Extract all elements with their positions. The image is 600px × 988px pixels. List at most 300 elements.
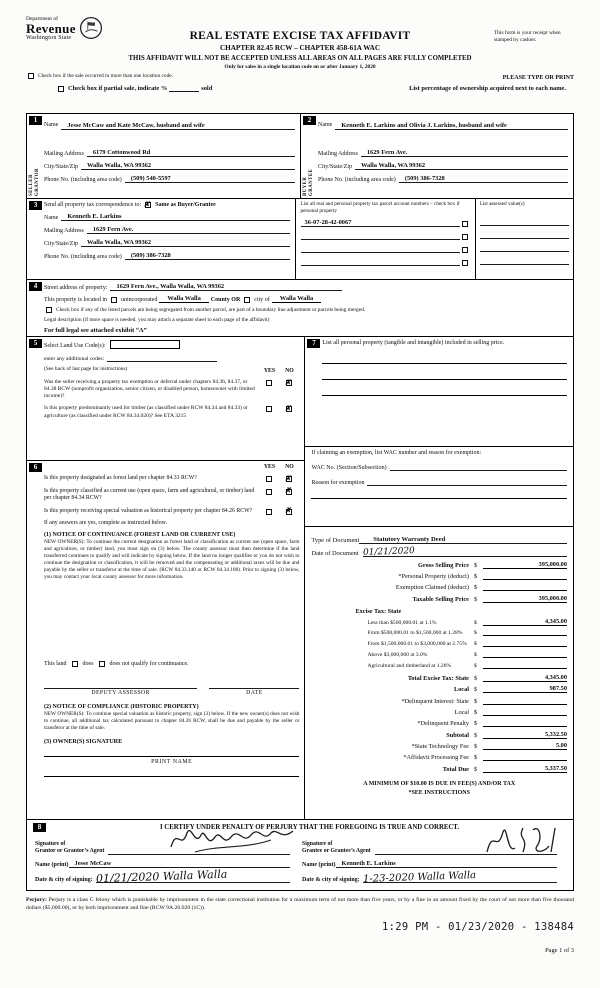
county-name-field[interactable]: Walla Walla [159,295,208,303]
affidavit-processing-fee-value[interactable] [483,753,567,761]
segregated-label: Check box if any of the listed parcels are being segregated from another parcel, are part of a boundary line adjustment or parcels being merged. [56,307,366,313]
grantee-name-field[interactable]: Kenneth E. Larkins [336,860,558,868]
correspondence-section-number: 3 [29,201,42,210]
doc-type-field[interactable]: Statutory Warranty Deed [359,536,567,544]
grantor-signature-label [35,841,104,855]
current-use-yes-checkbox[interactable] [266,489,272,495]
yes-no-header-6 [44,464,299,470]
correspondence-name-label: Name [44,215,59,221]
delinquent-penalty-label: *Delinquent Penalty [417,720,469,728]
deputy-assessor-signature-line[interactable] [44,681,197,689]
receipt-note: This form is your receipt when stamped by cashier. [494,30,561,44]
city-checkbox[interactable] [244,297,250,303]
buyer-phone-label: Phone No. (including area code) [318,177,396,183]
buyer-csz-label: City/State/Zip [318,164,352,170]
assessor-blank-space [44,581,299,661]
tier-2-row [311,628,567,636]
grantor-name-print-label: Name (print) [35,862,69,869]
assessed-1-field[interactable] [480,218,569,226]
seller-side-word: SELLER [28,174,34,196]
parcel-row-2 [301,232,470,240]
logo-revenue: Revenue [26,21,76,36]
deputy-assessor-lines [44,681,299,689]
see-instructions-text: *SEE INSTRUCTIONS [408,789,470,796]
grantor-date-city-handwriting: 01/21/2020 Walla Walla [95,868,228,886]
tier-2-label: From $500,000.01 to $1,500,000 at 1.28% [367,630,463,637]
land-use-section-number: 5 [29,339,42,348]
city-name-field[interactable]: Walla Walla [272,295,321,303]
timber-question-row [44,405,299,419]
doc-date-label: Date of Document [311,550,359,558]
please-type-label: PLEASE TYPE OR PRINT [502,75,574,81]
correspondence-phone-row [44,252,290,260]
correspondence-name-field[interactable]: Kenneth E. Larkins [61,213,289,221]
parcel-numbers-column [295,199,475,279]
grantor-sig-of: Signature of [35,841,66,847]
local-tax-row [311,685,567,693]
partial-sale-checkbox[interactable] [58,86,64,92]
grantee-sig-of: Signature of [302,841,333,847]
dollar-sign: $ [473,641,477,648]
gross-selling-price-value[interactable]: 395,000.00 [483,561,567,569]
exemption-section [305,447,573,527]
personal-property-section [305,337,573,447]
subtotal-value[interactable]: 5,332.50 [483,731,567,739]
send-correspondence-label: Send all property tax correspondence to: [44,202,142,208]
assessed-3-field[interactable] [480,244,569,252]
forest-no-checkbox[interactable] [286,476,292,482]
personal-property-line-1[interactable] [322,363,567,364]
seller-name-row [44,122,295,144]
tier-3-row [311,639,567,647]
parcel-4-personal-checkbox[interactable] [462,260,468,266]
personal-property-line-3[interactable] [322,395,567,396]
doc-type-label: Type of Document [311,537,360,544]
grantor-agent-label: Grantor or Grantor’s Agent [35,848,105,855]
deputy-assessor-label: DEPUTY ASSESSOR [91,690,150,697]
doc-type-row [311,536,567,544]
date-city-row [33,868,567,886]
historic-question-text: Is this property receiving special valuation as historical property per chapter 84.26 RCW? [44,507,253,514]
print-name-label: PRINT NAME [151,758,193,765]
see-back-row [44,366,299,374]
buyer-phone-field[interactable]: (509) 386-7328 [399,175,568,183]
exemption-yes-checkbox[interactable] [266,380,272,386]
taxable-selling-price-label: Taxable Selling Price [412,595,469,603]
historic-yes-checkbox[interactable] [266,509,272,515]
seller-csz-row [44,162,295,170]
unincorporated-label: unincorporated [121,297,158,303]
tier-1-value[interactable]: 4,345.00 [483,618,567,626]
correspondence-csz-label: City/State/Zip [44,241,78,247]
land-use-code-input[interactable] [110,340,180,349]
exemption-question-text: Was the seller receiving a property tax exemption or deferral under chapters 84.36, 84.37, or 84.38 RCW (nonprofit organization, senior citizen, or disabled person, homeowner with limited income)? [44,379,255,400]
buyer-name-row [318,122,568,144]
local-tax-label: Local [453,686,469,694]
seller-csz-field[interactable]: Walla Walla, WA 99362 [81,162,295,170]
no-header-label: NO [285,368,294,374]
buyer-section [300,114,573,198]
street-address-field[interactable]: 1629 Fern Ave., Walla Walla, WA 99362 [110,283,342,291]
buyer-csz-row [318,162,568,170]
form-header [26,14,574,110]
grantee-name-block [300,860,567,868]
segregated-checkbox[interactable] [46,307,52,313]
seller-phone-label: Phone No. (including area code) [44,177,122,183]
buyer-phone-row [318,175,568,183]
additional-codes-row [44,354,299,362]
signature-row [33,841,567,855]
legal-description-label: Legal description (if more space is needed, you may attach a separate sheet to each page of the affidavit) [44,317,270,324]
personal-property-line-2[interactable] [322,379,567,380]
local-tax-value[interactable]: 987.50 [483,685,567,693]
state-technology-fee-row [311,742,567,750]
partial-sale-row [26,85,574,92]
correspondence-phone-field[interactable]: (509) 386-7328 [125,252,290,260]
certification-section-number: 8 [33,823,46,832]
assessed-2-field[interactable] [480,231,569,239]
grantee-date-city-block [300,870,567,886]
additional-codes-input[interactable] [107,354,217,362]
street-address-label: Street address of property: [44,285,108,291]
page-number: Page 1 of 3 [545,947,574,955]
delinquent-interest-state-row [311,697,567,705]
tier-4-value[interactable] [483,650,567,658]
land-use-section [27,337,304,461]
classification-section-number: 6 [29,463,42,472]
partial-sale-sold-label: sold [201,85,213,92]
delinquent-interest-state-value[interactable] [483,697,567,705]
assessed-row-3 [480,244,569,252]
grantee-name-print-label: Name (print) [302,862,336,869]
reason-label: Reason for exemption [311,480,365,486]
personal-property-deduct-label: *Personal Property (deduct) [398,572,469,580]
dollar-sign: $ [473,662,477,669]
notice-continuance-body: NEW OWNER(S): To continue the current designation as forest land or classification as current use (open space, farm and agriculture, or timber) land, you must sign on (3) below. The county assessor must then determine if the land transferred continues to qualify and will indicate by signing below. If the land no longer qualifies or you do not wish to continue the designation or classification, it will be removed and the compensating or additional taxes will be due and payable by the seller or transferor at the time of sale. (RCW 84.33.140 or RCW 84.34.108). Prior to signing (3) below, you may contact your local county assessor for more information. [44,539,300,581]
correspondence-address-field[interactable]: 1629 Fern Ave. [87,226,290,234]
see-back-label: (See back of last page for instructions) [44,366,128,372]
county-or-label: County OR [210,297,241,303]
delinquent-interest-local-value[interactable] [483,708,567,716]
no-header-label-6: NO [285,464,294,470]
correspondence-address-label: Mailing Address [44,228,84,234]
parties-section [26,113,574,199]
minimum-fee-note [311,780,567,798]
grantor-side-word: GRANTOR [35,168,40,196]
personal-property-deduct-value[interactable] [483,572,567,580]
taxable-selling-price-row [311,595,567,603]
chapter-line: CHAPTER 82.45 RCW – CHAPTER 458-61A WAC [219,44,381,52]
main-left-column [27,337,305,819]
grantee-signature-line[interactable] [375,847,557,855]
dor-emblem-icon [79,16,103,40]
exemption-no-checkbox[interactable] [286,380,292,386]
perjury-paragraph [26,897,574,912]
parcel-1-field[interactable]: 36-07-28-42-0067 [301,219,460,227]
dollar-sign: $ [473,765,478,773]
state-technology-fee-value[interactable]: 5.00 [483,742,567,750]
partial-sale-label: Check box if partial sale, indicate % [68,85,168,92]
timber-yes-checkbox[interactable] [266,406,272,412]
buyer-address-field[interactable]: 1629 Fern Ave. [361,149,568,157]
parcel-1-personal-checkbox[interactable] [462,221,468,227]
seller-name-field[interactable]: Jesse McCaw and Kate McCaw, husband and wife [61,122,295,130]
forest-land-question-row [44,475,299,483]
forest-yes-checkbox[interactable] [266,476,272,482]
yes-header-label: YES [263,368,276,374]
subtotal-row [311,731,567,739]
personal-property-section-number: 7 [307,339,320,348]
dollar-sign: $ [473,674,478,682]
dollar-sign: $ [473,743,478,751]
correspondence-name-row [44,213,290,221]
buyer-side-word: BUYER [302,176,308,196]
timber-no-checkbox[interactable] [286,406,292,412]
personal-property-deduct-row [311,572,567,580]
subtotal-label: Subtotal [446,731,469,739]
correspondence-phone-label: Phone No. (including area code) [44,254,122,260]
dollar-sign: $ [473,720,478,728]
correspondence-csz-field[interactable]: Walla Walla, WA 99362 [81,239,290,247]
assessed-values-header: List assessed value(s) [479,201,525,207]
does-qualify-checkbox[interactable] [72,661,78,667]
exemption-claimed-value[interactable] [483,583,567,591]
exemption-claimed-row [311,583,567,591]
grantor-name-block [33,860,300,868]
logo-washington-state: Washington State [26,35,72,41]
form-title: REAL ESTATE EXCISE TAX AFFIDAVIT [189,30,411,42]
reason-row [311,478,567,486]
delinquent-penalty-value[interactable] [483,719,567,727]
tier-1-row [311,618,567,626]
buyer-address-row [318,149,568,157]
dollar-sign: $ [473,731,478,739]
multi-location-checkbox[interactable] [28,73,34,79]
parcel-3-field[interactable] [301,245,460,253]
assessed-row-2 [480,231,569,239]
yes-header-label-6: YES [263,464,276,470]
total-due-row [311,765,567,773]
forest-land-question-text: Is this property designated as forest land per chapter 84.33 RCW? [44,475,197,481]
parcel-2-personal-checkbox[interactable] [462,234,468,240]
total-excise-state-value[interactable]: 4,345.00 [483,674,567,682]
historic-question-row [44,508,299,516]
send-correspondence-row [44,202,290,208]
parcel-row-1 [301,219,470,227]
doc-date-handwriting: 01/21/2020 [362,546,415,558]
seller-phone-field[interactable]: (509) 540-5597 [125,175,295,183]
street-address-row [44,283,568,291]
seller-phone-row [44,175,295,183]
tier-3-value[interactable] [483,639,567,647]
grantor-date-city-block [33,868,300,886]
land-use-code-row [44,340,299,349]
correspondence-address-row [44,226,290,234]
buyer-address-label: Mailing Address [318,151,358,157]
logo-department-of: Department of [26,16,58,22]
only-for-line: Only for sales in a single location code on or after January 1, 2020 [224,64,376,70]
dollar-sign: $ [473,754,478,762]
exemption-question-row [44,379,299,400]
buyer-csz-field[interactable]: Walla Walla, WA 99362 [355,162,568,170]
assessed-row-1 [480,218,569,226]
exhibit-note: For full legal see attached exhibit “A” [44,327,147,335]
seller-address-field[interactable]: 6179 Cottonwood Rd [87,149,295,157]
grantee-signature-block [300,841,567,855]
parcel-2-field[interactable] [301,232,460,240]
parcel-row-4 [301,258,470,266]
dor-logo [26,16,103,41]
seller-name-label: Name [44,122,59,128]
property-section [26,279,574,337]
seller-section [27,114,300,198]
grantor-signature-line[interactable] [108,847,290,855]
does-not-qualify-checkbox[interactable] [99,661,105,667]
wac-input[interactable] [390,463,567,471]
warning-line: THIS AFFIDAVIT WILL NOT BE ACCEPTED UNLESS ALL AREAS ON ALL PAGES ARE FULLY COMPLETED [128,55,472,62]
delinquent-interest-local-row [311,708,567,716]
tier-4-row [311,650,567,658]
minimum-fee-text: A MINIMUM OF $10.00 IS DUE IN FEE(S) AND/OR TAX [363,780,516,787]
owner-signature-line-1[interactable] [44,756,299,757]
dollar-sign: $ [473,584,478,592]
timber-question-text: Is this property predominantly used for timber (as classified under RCW 84.34 and 84.33) or agriculture (as classified under RCW 84.34.020)? See ETA 3215 [44,405,248,419]
excise-tax-state-heading: Excise Tax: State [355,607,402,615]
qualify-row [44,661,299,667]
grantee-date-city-field[interactable] [362,870,557,886]
doc-date-row [311,546,567,558]
reason-input[interactable] [367,478,567,486]
grantor-name-field[interactable]: Jesse McCaw [69,860,291,868]
dollar-sign: $ [473,697,478,705]
correspondence-section [26,198,574,280]
owner-signature-line-2[interactable] [44,776,299,777]
assessed-values-column [475,199,573,279]
yes-no-header-5 [259,368,299,374]
buyer-side-label [302,127,316,196]
parcel-4-field[interactable] [301,258,460,266]
tier-5-label: Agricultural and timberland at 1.28% [367,662,452,669]
seller-address-label: Mailing Address [44,151,84,157]
total-excise-state-row [311,674,567,682]
dollar-sign: $ [473,561,478,569]
certify-row [33,823,567,832]
main-section [26,336,574,820]
correspondence-left [27,199,295,279]
current-use-no-checkbox[interactable] [286,489,292,495]
assessed-row-4 [480,257,569,265]
ownership-note: List percentage of ownership acquired next to each name. [409,85,566,92]
tier-5-row [311,661,567,669]
dollar-sign: $ [473,630,477,637]
taxable-selling-price-value[interactable]: 395,000.00 [483,595,567,603]
same-as-buyer-label: Same as Buyer/Grantee [155,202,216,208]
multi-location-field [26,73,176,80]
state-technology-fee-label: *State Technology Fee [411,743,469,751]
buyer-name-field[interactable]: Kenneth E. Larkins and Olivia J. Larkins, husband and wife [335,122,568,130]
classification-section [27,461,304,819]
wac-label: WAC No. (Section/Subsection) [311,465,387,471]
grantee-date-city-label: Date & city of signing: [302,877,360,884]
grantor-date-city-field[interactable] [95,868,290,886]
notice-continuance-title: (1) NOTICE OF CONTINUANCE (FOREST LAND OR CURRENT USE) [44,532,236,539]
land-use-code-label: Select Land Use Code(s): [44,343,106,349]
date-label: DATE [246,690,263,697]
grantee-side-word: GRANTEE [309,168,314,196]
multi-location-label: Check box if the sale occurred in more than one location code. [38,73,174,79]
delinquent-interest-local-label: Local [454,708,469,716]
segregated-row [44,307,568,314]
tier-1-label: Less than $500,000.01 at 1.1% [367,619,437,626]
does-not-label: does not qualify for continuance. [109,661,189,668]
dor-logo-text [26,16,76,41]
located-pre-label: This property is located in [44,297,107,303]
does-label: does [82,661,94,668]
answers-yes-note: If any answers are yes, complete as instructed below. [44,520,167,527]
tier-5-value[interactable] [483,661,567,669]
dollar-sign: $ [473,572,478,580]
deputy-assessor-labels [44,690,299,698]
exemption-claimed-label: Exemption Claimed (deduct) [395,584,469,592]
total-due-value[interactable]: 5,337.50 [483,765,567,773]
city-of-label: city of [254,297,270,303]
total-excise-state-label: Total Excise Tax: State [407,674,469,682]
qualify-pre-label: This land [44,661,67,668]
grantee-signature-label [302,841,371,855]
grantor-signature-block [33,841,300,855]
tier-4-label: Above $3,000,000 at 3.0% [367,651,428,658]
gross-selling-price-row [311,561,567,569]
cashier-timestamp: 1:29 PM - 01/23/2020 - 138484 [381,921,574,934]
seller-address-row [44,149,295,157]
doc-date-field[interactable] [362,546,567,558]
deputy-assessor-date-line[interactable] [209,681,299,689]
assessed-4-field[interactable] [480,257,569,265]
tax-computation-section [305,527,573,819]
exemption-extra-line[interactable] [311,498,567,499]
wac-row [311,463,567,471]
affidavit-processing-fee-label: *Affidavit Processing Fee [403,754,469,762]
historic-no-checkbox[interactable] [286,509,292,515]
partial-sale-percent-input[interactable] [169,85,199,92]
correspondence-csz-row [44,239,290,247]
name-print-row [33,860,567,868]
exemption-heading: If claiming an exemption, list WAC number and reason for exemption: [311,450,482,456]
total-due-label: Total Due [442,765,469,773]
grantee-agent-label: Grantee or Grantee’s Agent [302,848,371,855]
tier-2-value[interactable] [483,628,567,636]
dollar-sign: $ [473,686,478,694]
buyer-section-number: 2 [303,116,316,125]
same-as-buyer-checkbox[interactable] [145,202,151,208]
personal-property-label: List all personal property (tangible and intangible) included in selling price. [322,340,505,346]
property-section-number: 4 [29,282,42,291]
tier-3-label: From $1,500,000.01 to $3,000,000 at 2.75% [367,641,467,648]
additional-codes-label: enter any additional codes: [44,356,105,362]
seller-side-label [28,127,42,196]
parcel-numbers-header: List all real and personal property tax parcel account numbers – check box if personal property [300,201,460,214]
delinquent-penalty-row [311,719,567,727]
unincorporated-checkbox[interactable] [111,297,117,303]
notice-compliance-title: (2) NOTICE OF COMPLIANCE (HISTORIC PROPERTY) [44,704,199,711]
gross-selling-price-label: Gross Selling Price [418,561,469,569]
parcel-3-personal-checkbox[interactable] [462,247,468,253]
delinquent-interest-state-label: *Delinquent Interest: State [401,697,469,705]
grantee-date-city-handwriting: 1-23-2020 Walla Walla [362,870,476,886]
subheader-row [26,73,574,81]
buyer-name-label: Name [318,122,333,128]
dollar-sign: $ [473,619,477,626]
